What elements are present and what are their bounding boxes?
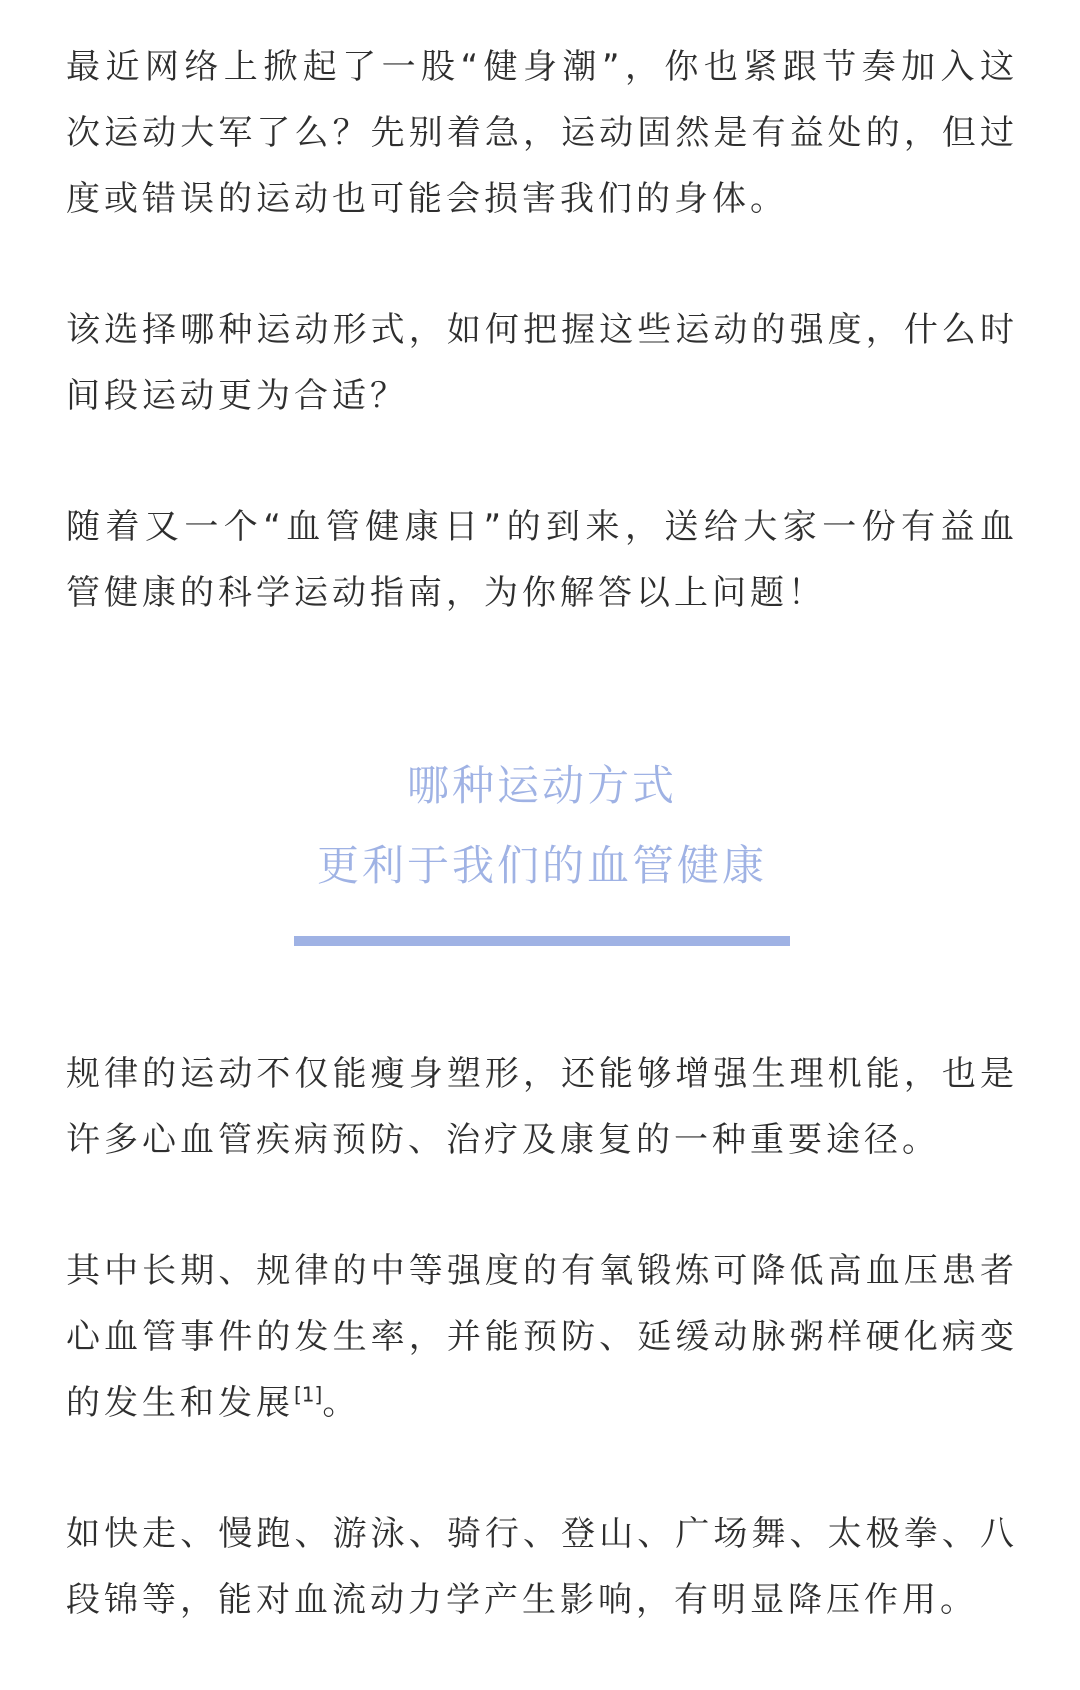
intro-paragraph-3: 随着又一个“血管健康日”的到来，送给大家一份有益血管健康的科学运动指南，为你解答以上问题！: [66, 507, 1018, 613]
section-heading: [66, 746, 1018, 946]
reference-marker[interactable]: [1]: [294, 1382, 323, 1407]
section-paragraph-3: 如快走、慢跑、游泳、骑行、登山、广场舞、太极拳、八段锦等，能对血流动力学产生影响，有明显降压作用。: [66, 1514, 1018, 1620]
section-paragraph-1: 规律的运动不仅能瘦身塑形，还能够增强生理机能，也是许多心血管疾病预防、治疗及康复的一种重要途径。: [66, 1054, 1018, 1160]
section-paragraph-2-end: 。: [322, 1383, 361, 1423]
section-heading-underline: [294, 936, 790, 946]
section-body: [66, 1041, 1018, 1633]
section-heading-line-2: 更利于我们的血管健康: [316, 841, 767, 890]
intro-paragraph-1: 最近网络上掀起了一股“健身潮”，你也紧跟节奏加入这次运动大军了么？先别着急，运动固然是有益处的，但过度或错误的运动也可能会损害我们的身体。: [66, 47, 1018, 219]
section-paragraph-2-text: 其中长期、规律的中等强度的有氧锻炼可降低高血压患者心血管事件的发生率，并能预防、延缓动脉粥样硬化病变的发生和发展: [66, 1251, 1018, 1423]
intro-paragraph-2: 该选择哪种运动形式，如何把握这些运动的强度，什么时间段运动更为合适？: [66, 310, 1018, 416]
section-heading-line-1: 哪种运动方式: [406, 761, 677, 810]
section-paragraph-2: [66, 1238, 1018, 1436]
